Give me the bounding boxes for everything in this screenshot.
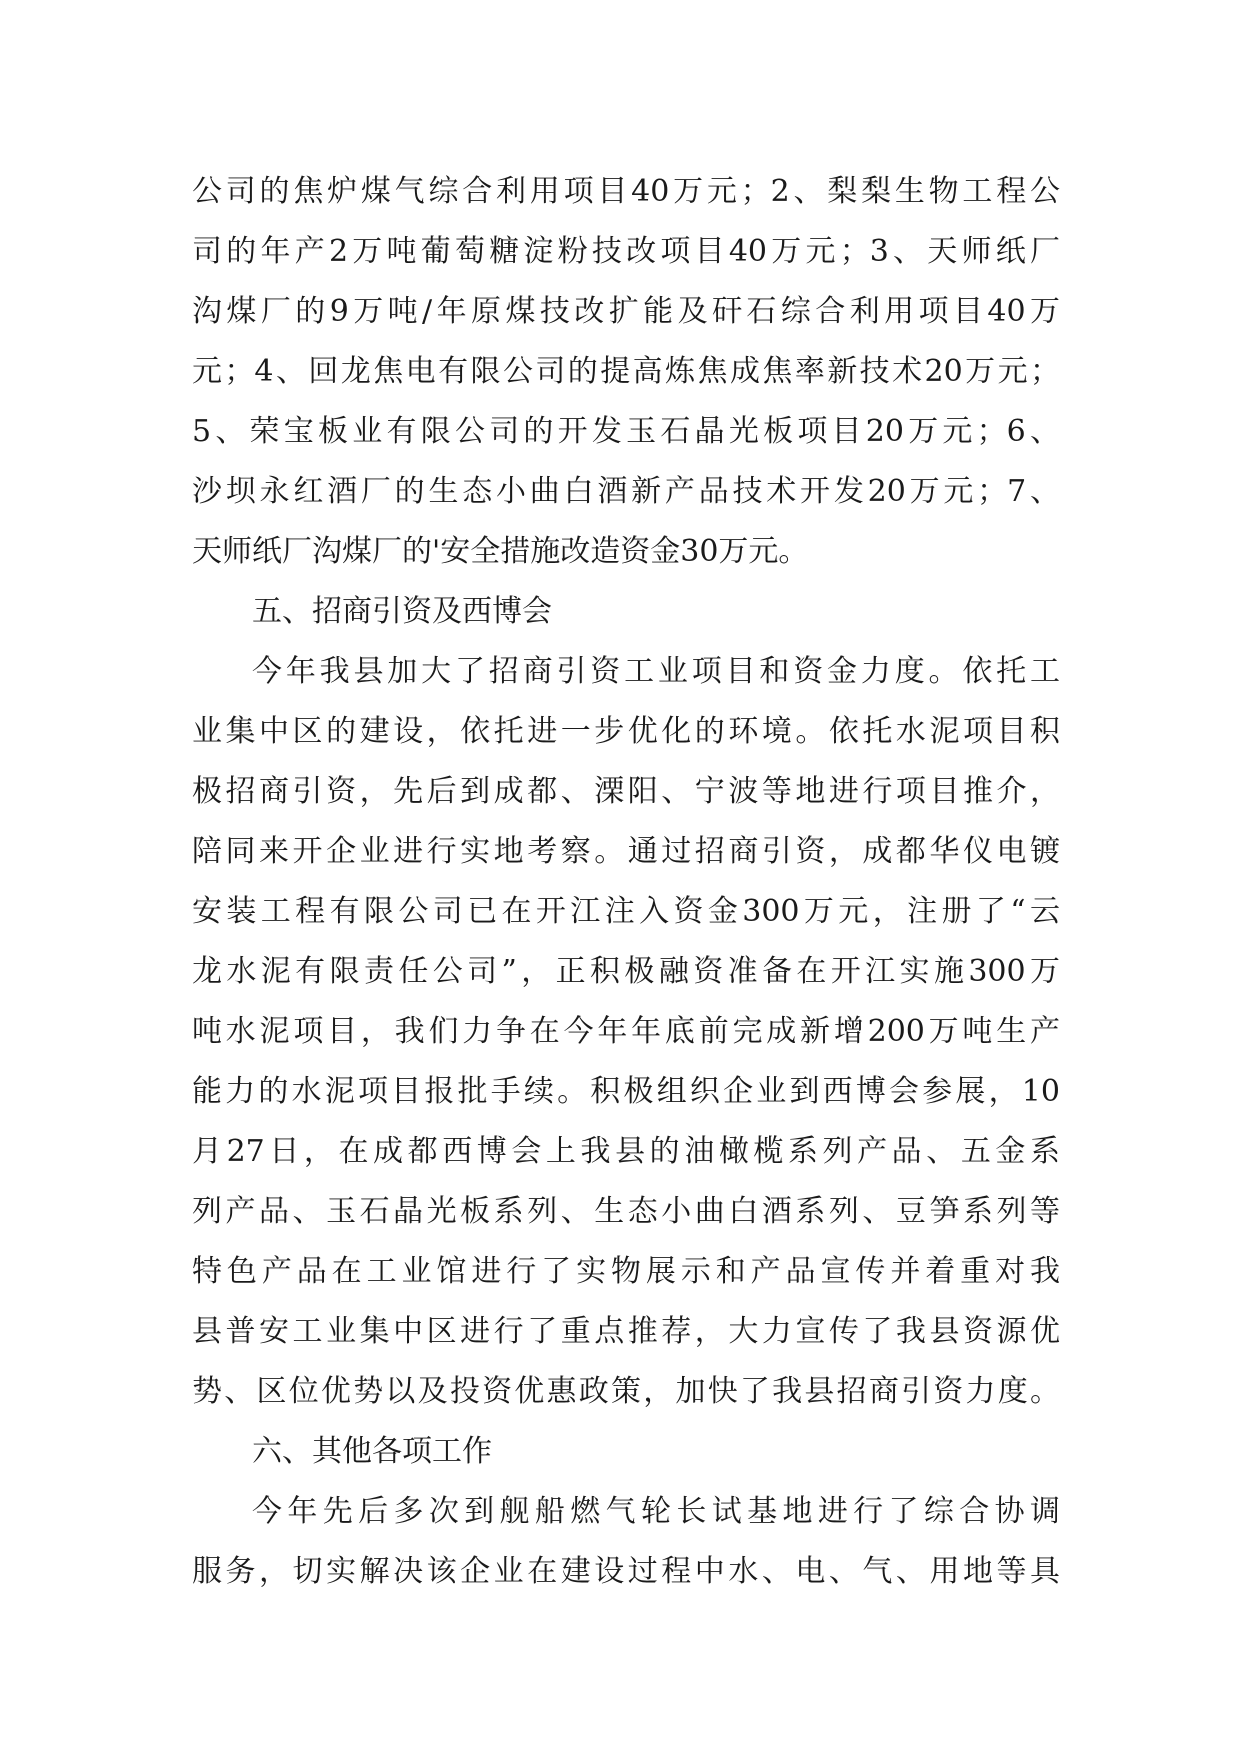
section-heading-investment: 五、招商引资及西博会: [252, 594, 552, 629]
text-line: 月27日，在成都西博会上我县的油橄榄系列产品、五金系: [192, 1134, 1060, 1169]
text-line: 陪同来开企业进行实地考察。通过招商引资，成都华仪电镀: [192, 834, 1060, 869]
text-line: 沙坝永红酒厂的生态小曲白酒新产品技术开发20万元；7、: [192, 474, 1060, 509]
text-line: 今年先后多次到舰船燃气轮长试基地进行了综合协调: [252, 1494, 1060, 1529]
text-line: 公司的焦炉煤气综合利用项目40万元；2、梨梨生物工程公: [192, 174, 1060, 209]
text-line: 县普安工业集中区进行了重点推荐，大力宣传了我县资源优: [192, 1314, 1060, 1349]
text-line: 5、荣宝板业有限公司的开发玉石晶光板项目20万元；6、: [192, 414, 1060, 449]
text-line: 极招商引资，先后到成都、溧阳、宁波等地进行项目推介，: [192, 774, 1060, 809]
text-line: 今年我县加大了招商引资工业项目和资金力度。依托工: [252, 654, 1060, 689]
paragraph-other-work: [192, 1482, 1060, 1602]
paragraph-projects: [192, 162, 1060, 582]
text-line: 沟煤厂的9万吨/年原煤技改扩能及矸石综合利用项目40万: [192, 294, 1060, 329]
section-heading-other-work: 六、其他各项工作: [252, 1434, 492, 1469]
document-page: [192, 162, 1060, 1602]
text-line: 业集中区的建设，依托进一步优化的环境。依托水泥项目积: [192, 714, 1060, 749]
text-line: 能力的水泥项目报批手续。积极组织企业到西博会参展，10: [192, 1074, 1060, 1109]
paragraph-investment: [192, 642, 1060, 1422]
text-line: 龙水泥有限责任公司”，正积极融资准备在开江实施300万: [192, 954, 1060, 989]
text-line: 司的年产2万吨葡萄糖淀粉技改项目40万元；3、天师纸厂: [192, 234, 1060, 269]
text-line: 列产品、玉石晶光板系列、生态小曲白酒系列、豆笋系列等: [192, 1194, 1060, 1229]
text-line: 服务，切实解决该企业在建设过程中水、电、气、用地等具: [192, 1554, 1060, 1589]
text-line: 吨水泥项目，我们力争在今年年底前完成新增200万吨生产: [192, 1014, 1060, 1049]
text-line: 安装工程有限公司已在开江注入资金300万元，注册了“云: [192, 894, 1060, 929]
text-line: 势、区位优势以及投资优惠政策，加快了我县招商引资力度。: [192, 1374, 1060, 1409]
text-line: 特色产品在工业馆进行了实物展示和产品宣传并着重对我: [192, 1254, 1060, 1289]
text-line: 天师纸厂沟煤厂的'安全措施改造资金30万元。: [192, 534, 809, 569]
text-line: 元；4、回龙焦电有限公司的提高炼焦成焦率新技术20万元；: [192, 354, 1060, 389]
